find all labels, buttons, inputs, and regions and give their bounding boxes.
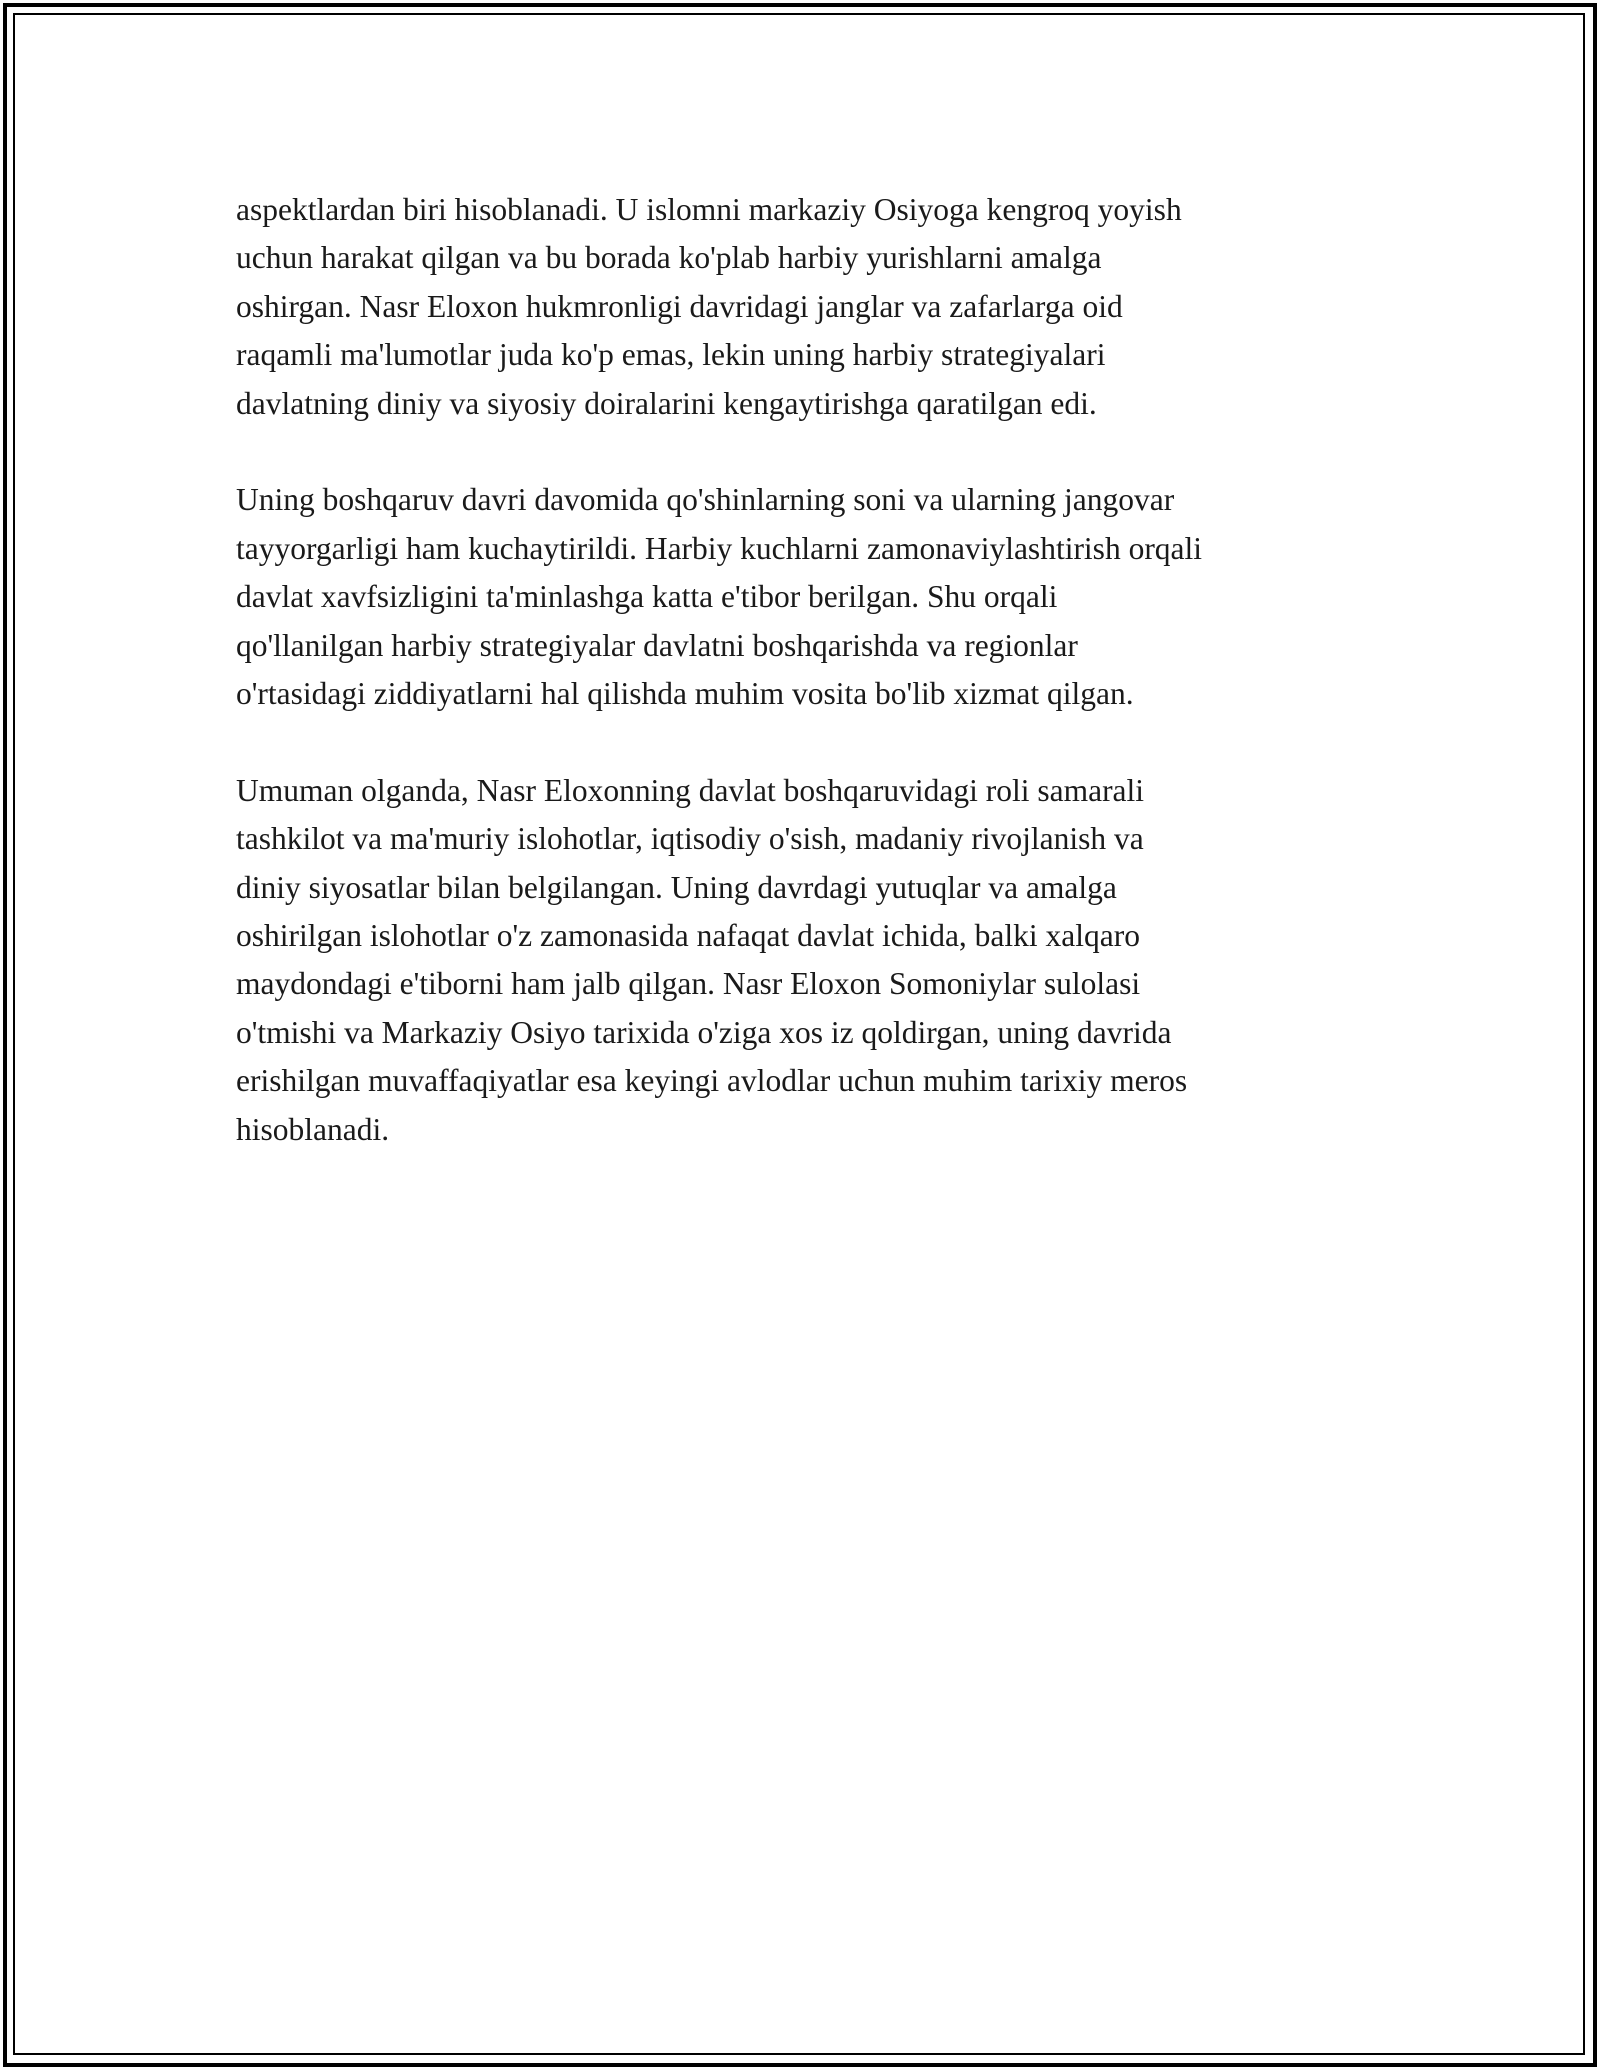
paragraph-2: Uning boshqaruv davri davomida qo'shinlarning soni va ularning jangovar tayyorgarligi ham kuchaytirildi. Harbiy kuchlarni zamonaviylashtirish orqali davlat xavfsizligini ta'minlashga katta e'tibor berilgan. Shu orqali qo'llanilgan harbiy strategiyalar davlatni boshqarishda va regionlar o'rtasidagi ziddiyatlarni hal qilishda muhim vosita bo'lib xizmat qilgan.	[236, 482, 1203, 712]
paragraph-1: aspektlardan biri hisoblanadi. U islomni markaziy Osiyoga kengroq yoyish uchun harakat qilgan va bu borada ko'plab harbiy yurishlarni amalga oshirgan. Nasr Eloxon hukmronligi davridagi janglar va zafarlarga oid raqamli ma'lumotlar juda ko'p emas, lekin uning harbiy strategiyalari davlatning diniy va siyosiy doiralarini kengaytirishga qaratilgan edi.	[236, 192, 1182, 421]
document-body	[236, 186, 1376, 1154]
paragraph-3: Umuman olganda, Nasr Eloxonning davlat boshqaruvidagi roli samarali tashkilot va ma'muriy islohotlar, iqtisodiy o'sish, madaniy rivojlanish va diniy siyosatlar bilan belgilangan. Uning davrdagi yutuqlar va amalga oshirilgan islohotlar o'z zamonasida nafaqat davlat ichida, balki xalqaro maydondagi e'tiborni ham jalb qilgan. Nasr Eloxon Somoniylar sulolasi o'tmishi va Markaziy Osiyo tarixida o'ziga xos iz qoldirgan, uning davrida erishilgan muvaffaqiyatlar esa keyingi avlodlar uchun muhim tarixiy meros hisoblanadi.	[236, 772, 1188, 1147]
